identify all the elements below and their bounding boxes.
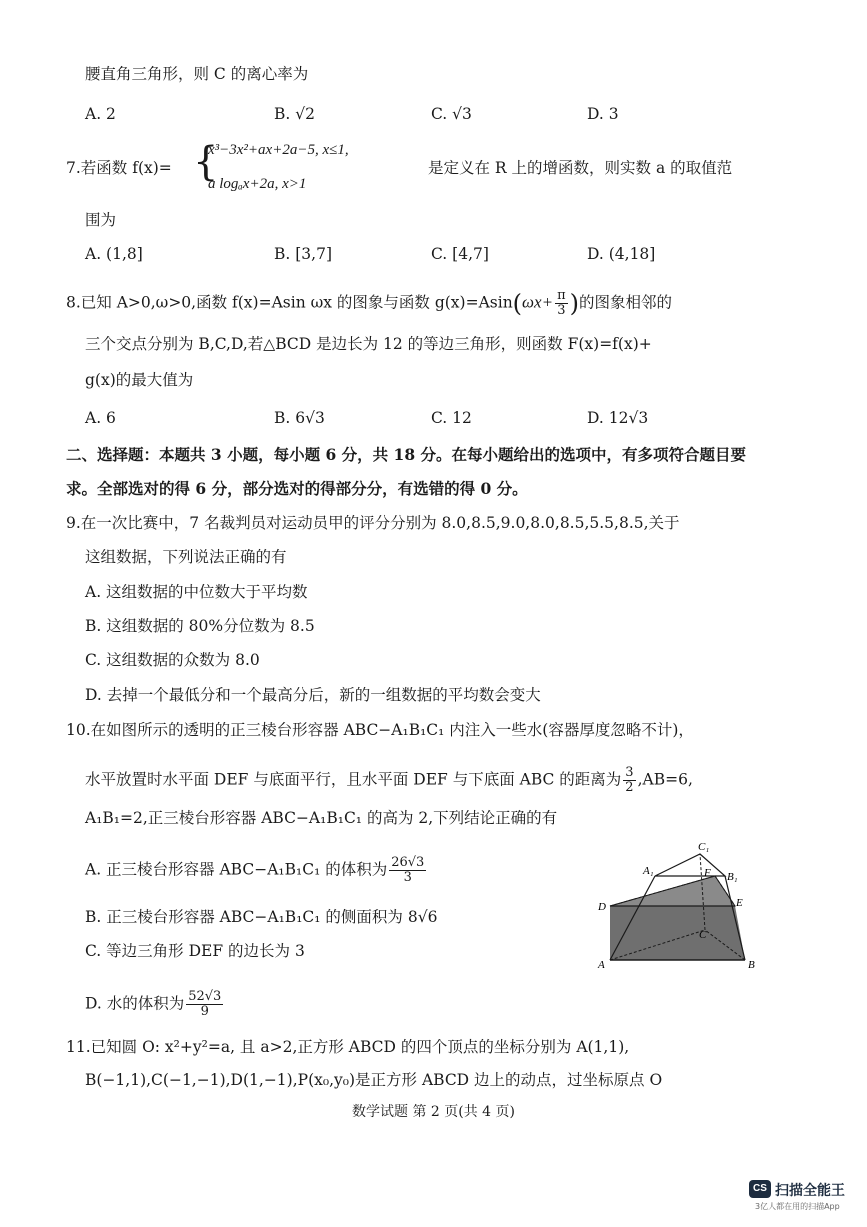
water-surface xyxy=(610,876,735,906)
q8-option-b: B. 6√3 xyxy=(274,409,325,427)
scanner-logo-badge: CS xyxy=(749,1180,771,1198)
q7-option-a: A. (1,8] xyxy=(85,245,143,263)
q7-prefix: 7.若函数 f(x)= xyxy=(66,159,172,177)
q8-option-c: C. 12 xyxy=(431,409,472,427)
q10-line-1: 10.在如图所示的透明的正三棱台形容器 ABC−A₁B₁C₁ 内注入一些水(容器厚度忽略不计)， xyxy=(66,721,694,739)
q10-option-c: C. 等边三角形 DEF 的边长为 3 xyxy=(85,942,305,960)
q9-option-a: A. 这组数据的中位数大于平均数 xyxy=(85,583,308,601)
q8-line-2: 三个交点分别为 B,C,D,若△BCD 是边长为 12 的等边三角形，则函数 F(x)=f(x)+ xyxy=(85,335,652,353)
q6-tail-text: 腰直角三角形，则 C 的离心率为 xyxy=(85,65,309,83)
q11-line-1: 11.已知圆 O: x²+y²=a, 且 a>2,正方形 ABCD 的四个顶点的坐标分别为 A(1,1), xyxy=(66,1038,630,1056)
piecewise-brace: { xyxy=(193,139,219,185)
q9-option-b: B. 这组数据的 80%分位数为 8.5 xyxy=(85,617,315,635)
q6-option-c: C. √3 xyxy=(431,105,472,123)
q7-option-c: C. [4,7] xyxy=(431,245,489,263)
q10-line-3: A₁B₁=2,正三棱台形容器 ABC−A₁B₁C₁ 的高为 2,下列结论正确的有 xyxy=(85,809,558,827)
q7-suffix: 是定义在 R 上的增函数，则实数 a 的取值范 xyxy=(428,159,733,177)
label-b1: B₁ xyxy=(727,871,738,883)
label-a1: A₁ xyxy=(643,865,654,877)
top-base xyxy=(655,854,725,876)
q6-option-d: D. 3 xyxy=(587,105,619,123)
label-e: E xyxy=(736,897,743,909)
q10-line-2: 水平放置时水平面 DEF 与底面平行，且水平面 DEF 与下底面 ABC 的距离为 $\frac{3}{2}$ ,AB=6, xyxy=(85,765,693,795)
q11-line-2: B(−1,1),C(−1,−1),D(1,−1),P(x₀,y₀)是正方形 ABCD 边上的动点，过坐标原点 O xyxy=(85,1071,663,1089)
frustum-figure xyxy=(590,836,770,976)
q9-option-c: C. 这组数据的众数为 8.0 xyxy=(85,651,260,669)
q8-line-1-arg: ωx+ xyxy=(522,292,554,312)
q7-option-d: D. (4,18] xyxy=(587,245,656,263)
label-b: B xyxy=(748,959,755,971)
scanner-logo-tagline: 3亿人都在用的扫描App xyxy=(755,1202,840,1211)
q9-line-1: 9.在一次比赛中，7 名裁判员对运动员甲的评分分别为 8.0,8.5,9.0,8.0,8.5,5.5,8.5,关于 xyxy=(66,514,680,532)
q8-option-d: D. 12√3 xyxy=(587,409,649,427)
q7-case-2: a logₐx+2a, x>1 xyxy=(208,176,307,192)
section-2-heading-line-1: 二、选择题：本题共 3 小题，每小题 6 分，共 18 分。在每小题给出的选项中，有多项符合题目要 xyxy=(66,445,747,464)
q7-option-b: B. [3,7] xyxy=(274,245,332,263)
q6-option-a: A. 2 xyxy=(85,105,116,123)
q10-option-a: A. 正三棱台形容器 ABC−A₁B₁C₁ 的体积为 $\frac{26√3}{3}$ xyxy=(85,855,425,885)
scanner-logo-name: 扫描全能王 xyxy=(775,1183,845,1199)
q10-option-b: B. 正三棱台形容器 ABC−A₁B₁C₁ 的侧面积为 8√6 xyxy=(85,908,438,926)
label-c1: C₁ xyxy=(698,841,710,853)
label-c: C xyxy=(699,929,707,941)
q9-line-2: 这组数据，下列说法正确的有 xyxy=(85,548,287,566)
q8-line-1: 8.已知 A>0,ω>0,函数 f(x)=Asin ωx 的图象与函数 g(x)=Asin(ωx+ $\frac{\pi}{3}$ )的图象相邻的 xyxy=(66,288,673,318)
label-d: D xyxy=(598,901,606,913)
q8-line-1-a: 8.已知 A>0,ω>0,函数 f(x)=Asin ωx 的图象与函数 g(x)=Asin xyxy=(66,293,513,312)
three-halves-fraction: $\frac{3}{2}$ xyxy=(625,765,634,795)
page-footer: 数学试题 第 2 页(共 4 页) xyxy=(352,1104,515,1120)
section-2-heading-line-2: 求。全部选对的得 6 分，部分选对的得部分分，有选错的得 0 分。 xyxy=(66,479,528,498)
q7-line-2: 围为 xyxy=(85,211,117,229)
label-f: F xyxy=(704,867,711,879)
q9-option-d: D. 去掉一个最低分和一个最高分后，新的一组数据的平均数会变大 xyxy=(85,686,541,704)
pi-over-3-fraction: $\frac{\pi}{3}$ xyxy=(557,288,566,318)
q8-line-1-b: 的图象相邻的 xyxy=(579,293,673,312)
label-a: A xyxy=(598,959,605,971)
q10-option-d: D. 水的体积为 $\frac{52√3}{9}$ xyxy=(85,989,222,1019)
q8-line-3: g(x)的最大值为 xyxy=(85,371,194,389)
q8-option-a: A. 6 xyxy=(85,409,116,427)
q7-case-1: x³−3x²+ax+2a−5, x≤1, xyxy=(208,142,349,158)
q6-option-b: B. √2 xyxy=(274,105,315,123)
